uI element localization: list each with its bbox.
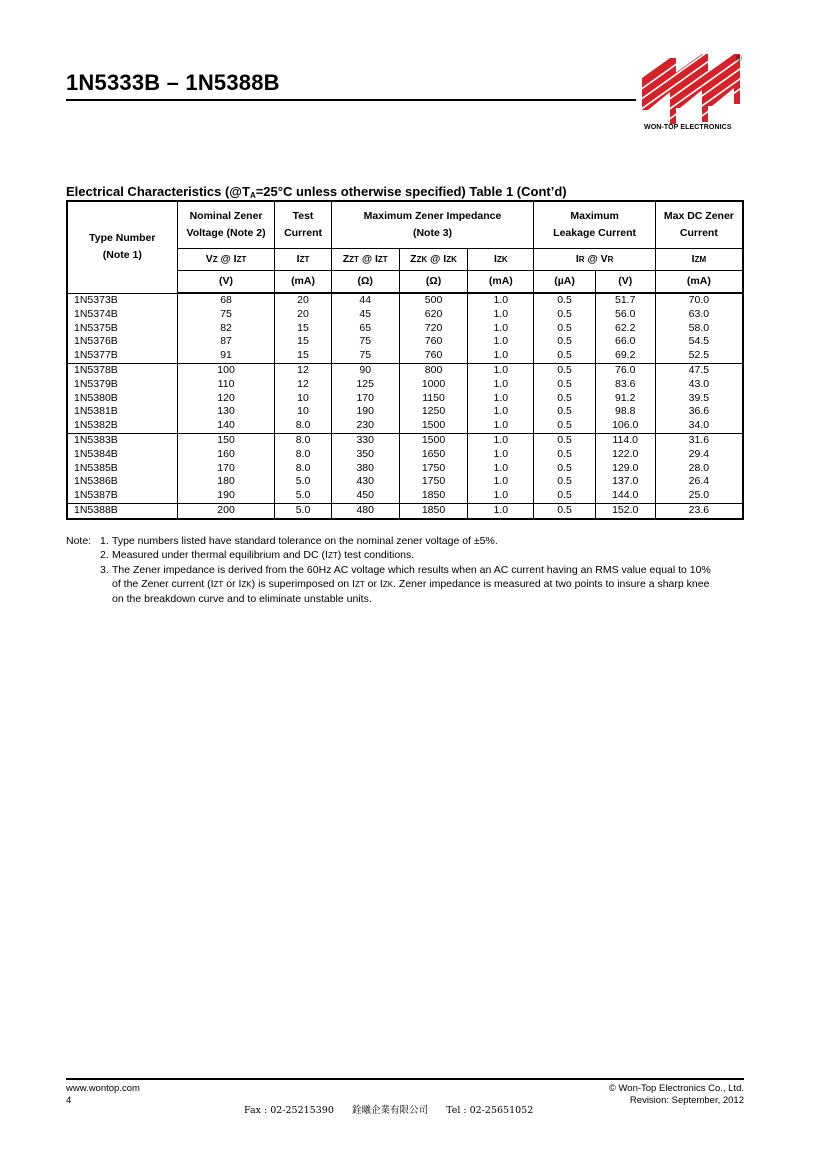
table-row — [67, 392, 743, 406]
unit-cell: (V) — [595, 271, 655, 294]
table-cell: 230 — [331, 419, 399, 433]
table-cell: 47.5 — [655, 363, 743, 377]
type-number-cell: 1N5384B — [67, 448, 177, 462]
type-number-cell: 1N5373B — [67, 293, 177, 308]
table-cell: 75 — [177, 308, 275, 322]
header-rule — [66, 99, 636, 101]
table-row — [67, 308, 743, 322]
table-title-subscript: A — [249, 191, 256, 200]
note-1 — [66, 534, 756, 548]
table-cell: 5.0 — [275, 503, 331, 518]
symbol-izm: IZM — [655, 249, 743, 271]
symbol-vz-izt: VZ @ IZT — [177, 249, 275, 271]
table-cell: 0.5 — [534, 322, 595, 336]
table-cell: 87 — [177, 335, 275, 349]
table-cell: 800 — [399, 363, 467, 377]
type-number-cell: 1N5376B — [67, 335, 177, 349]
table-row — [67, 405, 743, 419]
table-cell: 91 — [177, 349, 275, 363]
header-max-zener-impedance: Maximum Zener Impedance (Note 3) — [331, 201, 534, 249]
table-cell: 83.6 — [595, 378, 655, 392]
type-number-cell: 1N5388B — [67, 503, 177, 518]
table-cell: 8.0 — [275, 462, 331, 476]
table-cell: 0.5 — [534, 405, 595, 419]
type-number-cell: 1N5379B — [67, 378, 177, 392]
registered-mark: ® — [736, 54, 742, 63]
table-cell: 10 — [275, 392, 331, 406]
table-cell: 110 — [177, 378, 275, 392]
unit-cell: (mA) — [275, 271, 331, 294]
table-cell: 160 — [177, 448, 275, 462]
type-number-cell: 1N5386B — [67, 475, 177, 489]
table-cell: 10 — [275, 405, 331, 419]
table-cell: 56.0 — [595, 308, 655, 322]
logo-caption: WON-TOP ELECTRONICS — [644, 124, 732, 131]
table-cell: 1.0 — [468, 503, 534, 518]
table-cell: 170 — [177, 462, 275, 476]
table-cell: 51.7 — [595, 293, 655, 308]
type-number-cell: 1N5387B — [67, 489, 177, 503]
header-type-number: Type Number (Note 1) — [67, 201, 177, 293]
table-cell: 5.0 — [275, 489, 331, 503]
table-cell: 98.8 — [595, 405, 655, 419]
table-cell: 0.5 — [534, 503, 595, 518]
table-cell: 66.0 — [595, 335, 655, 349]
table-title — [66, 184, 567, 200]
table-cell: 1500 — [399, 433, 467, 447]
table-row — [67, 489, 743, 503]
table-cell: 8.0 — [275, 419, 331, 433]
table-cell: 1150 — [399, 392, 467, 406]
table-row — [67, 433, 743, 447]
footer-website: www.wontop.com — [66, 1083, 140, 1094]
type-number-cell: 1N5381B — [67, 405, 177, 419]
table-cell: 0.5 — [534, 349, 595, 363]
table-cell: 150 — [177, 433, 275, 447]
table-cell: 90 — [331, 363, 399, 377]
type-number-cell: 1N5377B — [67, 349, 177, 363]
table-cell: 31.6 — [655, 433, 743, 447]
table-cell: 82 — [177, 322, 275, 336]
table-cell: 430 — [331, 475, 399, 489]
table-row — [67, 293, 743, 308]
table-cell: 70.0 — [655, 293, 743, 308]
table-cell: 0.5 — [534, 308, 595, 322]
footer-rule — [66, 1078, 744, 1080]
table-cell: 29.4 — [655, 448, 743, 462]
table-cell: 120 — [177, 392, 275, 406]
table-cell: 1750 — [399, 475, 467, 489]
table-cell: 114.0 — [595, 433, 655, 447]
footer-right — [609, 1083, 744, 1107]
note-text: Measured under thermal equilibrium and DC (IZT) test conditions. — [112, 549, 415, 561]
table-cell: 62.2 — [595, 322, 655, 336]
table-cell: 190 — [331, 405, 399, 419]
table-cell: 140 — [177, 419, 275, 433]
unit-cell: (Ω) — [399, 271, 467, 294]
table-row — [67, 448, 743, 462]
table-row — [67, 503, 743, 518]
table-cell: 1850 — [399, 503, 467, 518]
table-cell: 34.0 — [655, 419, 743, 433]
table-cell: 5.0 — [275, 475, 331, 489]
table-cell: 180 — [177, 475, 275, 489]
table-cell: 91.2 — [595, 392, 655, 406]
table-cell: 100 — [177, 363, 275, 377]
table-cell: 129.0 — [595, 462, 655, 476]
table-cell: 65 — [331, 322, 399, 336]
header-max-leakage-current: Maximum Leakage Current — [534, 201, 655, 249]
table-title-text: Electrical Characteristics (@T — [66, 184, 250, 199]
table-row — [67, 419, 743, 433]
table-cell: 190 — [177, 489, 275, 503]
table-cell: 1.0 — [468, 433, 534, 447]
table-cell: 1.0 — [468, 462, 534, 476]
table-cell: 75 — [331, 349, 399, 363]
header-nominal-voltage: Nominal Zener Voltage (Note 2) — [177, 201, 275, 249]
table-cell: 122.0 — [595, 448, 655, 462]
table-cell: 1.0 — [468, 335, 534, 349]
notes — [66, 534, 756, 606]
table-row — [67, 475, 743, 489]
table-title-text-rest: =25°C unless otherwise specified) Table 1 (Cont’d) — [255, 184, 567, 199]
table-cell: 1850 — [399, 489, 467, 503]
unit-cell: (µA) — [534, 271, 595, 294]
note-text: The Zener impedance is derived from the 60Hz AC voltage which results when an AC current having an RMS value equal to 10% of the Zener current (IZT or IZK) is superimposed on IZT or IZK. Zener impedance is measured at two points to insure a sharp knee on the breakdown curve and to eliminate unstable units. — [112, 564, 711, 605]
note-2 — [66, 548, 756, 563]
table-cell: 1.0 — [468, 419, 534, 433]
table-cell: 0.5 — [534, 475, 595, 489]
table-cell: 68 — [177, 293, 275, 308]
table-cell: 330 — [331, 433, 399, 447]
table-row — [67, 363, 743, 377]
table-cell: 1.0 — [468, 308, 534, 322]
table-cell: 1250 — [399, 405, 467, 419]
table-cell: 0.5 — [534, 489, 595, 503]
table-cell: 23.6 — [655, 503, 743, 518]
table-cell: 0.5 — [534, 293, 595, 308]
table-cell: 20 — [275, 308, 331, 322]
table-cell: 20 — [275, 293, 331, 308]
table-cell: 1.0 — [468, 392, 534, 406]
table-row — [67, 378, 743, 392]
table-cell: 0.5 — [534, 363, 595, 377]
note-3 — [66, 563, 756, 606]
table-cell: 15 — [275, 335, 331, 349]
type-number-cell: 1N5374B — [67, 308, 177, 322]
type-number-cell: 1N5382B — [67, 419, 177, 433]
table-cell: 1750 — [399, 462, 467, 476]
note-number: 2. — [100, 549, 109, 561]
footer-copyright: © Won-Top Electronics Co., Ltd. — [608, 1083, 744, 1094]
table-cell: 36.6 — [655, 405, 743, 419]
note-number: 1. — [100, 535, 109, 547]
table-cell: 58.0 — [655, 322, 743, 336]
table-cell: 500 — [399, 293, 467, 308]
table-cell: 54.5 — [655, 335, 743, 349]
table-cell: 0.5 — [534, 392, 595, 406]
company-logo — [640, 52, 744, 124]
table-cell: 69.2 — [595, 349, 655, 363]
type-number-cell: 1N5380B — [67, 392, 177, 406]
symbol-izt: IZT — [275, 249, 331, 271]
table-cell: 15 — [275, 349, 331, 363]
footer-left — [66, 1083, 140, 1107]
table-cell: 52.5 — [655, 349, 743, 363]
note-text: Type numbers listed have standard tolerance on the nominal zener voltage of ±5%. — [112, 535, 498, 547]
symbol-zzt-izt: ZZT @ IZT — [331, 249, 399, 271]
table-cell: 170 — [331, 392, 399, 406]
unit-cell: (V) — [177, 271, 275, 294]
type-number-cell: 1N5375B — [67, 322, 177, 336]
footer-contact-line: Fax : 02-25215390 銓曦企業有限公司 Tel : 02-25651052 — [244, 1105, 534, 1116]
type-number-cell: 1N5378B — [67, 363, 177, 377]
table-cell: 75 — [331, 335, 399, 349]
table-cell: 144.0 — [595, 489, 655, 503]
page-title: 1N5333B – 1N5388B — [66, 70, 280, 95]
table-cell: 8.0 — [275, 433, 331, 447]
note-number: 3. — [100, 564, 109, 576]
table-cell: 12 — [275, 363, 331, 377]
table-cell: 125 — [331, 378, 399, 392]
table-body — [67, 293, 743, 519]
table-row — [67, 335, 743, 349]
table-cell: 8.0 — [275, 448, 331, 462]
table-cell: 450 — [331, 489, 399, 503]
table-cell: 760 — [399, 335, 467, 349]
table-cell: 1.0 — [468, 475, 534, 489]
table-cell: 76.0 — [595, 363, 655, 377]
table-cell: 1650 — [399, 448, 467, 462]
unit-cell: (Ω) — [331, 271, 399, 294]
table-cell: 12 — [275, 378, 331, 392]
table-cell: 0.5 — [534, 335, 595, 349]
table-cell: 350 — [331, 448, 399, 462]
table-cell: 43.0 — [655, 378, 743, 392]
table-cell: 26.4 — [655, 475, 743, 489]
table-cell: 15 — [275, 322, 331, 336]
unit-cell: (mA) — [468, 271, 534, 294]
table-row — [67, 322, 743, 336]
table-cell: 620 — [399, 308, 467, 322]
table-cell: 0.5 — [534, 462, 595, 476]
table-cell: 1.0 — [468, 293, 534, 308]
table-cell: 200 — [177, 503, 275, 518]
table-cell: 0.5 — [534, 378, 595, 392]
table-cell: 130 — [177, 405, 275, 419]
table-cell: 1.0 — [468, 405, 534, 419]
table-cell: 0.5 — [534, 448, 595, 462]
table-cell: 39.5 — [655, 392, 743, 406]
table-cell: 1.0 — [468, 489, 534, 503]
table-cell: 1500 — [399, 419, 467, 433]
table-cell: 137.0 — [595, 475, 655, 489]
table-cell: 1.0 — [468, 363, 534, 377]
table-row — [67, 462, 743, 476]
header-test-current: Test Current — [275, 201, 331, 249]
table-cell: 1.0 — [468, 378, 534, 392]
table-cell: 1.0 — [468, 349, 534, 363]
table-cell: 760 — [399, 349, 467, 363]
symbol-izk: IZK — [468, 249, 534, 271]
table-cell: 63.0 — [655, 308, 743, 322]
table-cell: 380 — [331, 462, 399, 476]
header-max-dc-zener-current: Max DC Zener Current — [655, 201, 743, 249]
symbol-ir-vr: IR @ VR — [534, 249, 655, 271]
table-cell: 0.5 — [534, 419, 595, 433]
table-cell: 44 — [331, 293, 399, 308]
table-cell: 25.0 — [655, 489, 743, 503]
table-cell: 0.5 — [534, 433, 595, 447]
table-cell: 45 — [331, 308, 399, 322]
unit-cell: (mA) — [655, 271, 743, 294]
note-label: Note: — [66, 535, 92, 547]
footer-page-number: 4 — [66, 1095, 72, 1106]
electrical-characteristics-table — [66, 200, 744, 520]
table-cell: 152.0 — [595, 503, 655, 518]
table-cell: 720 — [399, 322, 467, 336]
type-number-cell: 1N5383B — [67, 433, 177, 447]
table-cell: 480 — [331, 503, 399, 518]
table-cell: 1000 — [399, 378, 467, 392]
symbol-zzk-izk: ZZK @ IZK — [399, 249, 467, 271]
table-cell: 1.0 — [468, 448, 534, 462]
type-number-cell: 1N5385B — [67, 462, 177, 476]
table-cell: 28.0 — [655, 462, 743, 476]
footer-revision: Revision: September, 2012 — [629, 1095, 744, 1106]
table-cell: 106.0 — [595, 419, 655, 433]
table-row — [67, 349, 743, 363]
table-cell: 1.0 — [468, 322, 534, 336]
